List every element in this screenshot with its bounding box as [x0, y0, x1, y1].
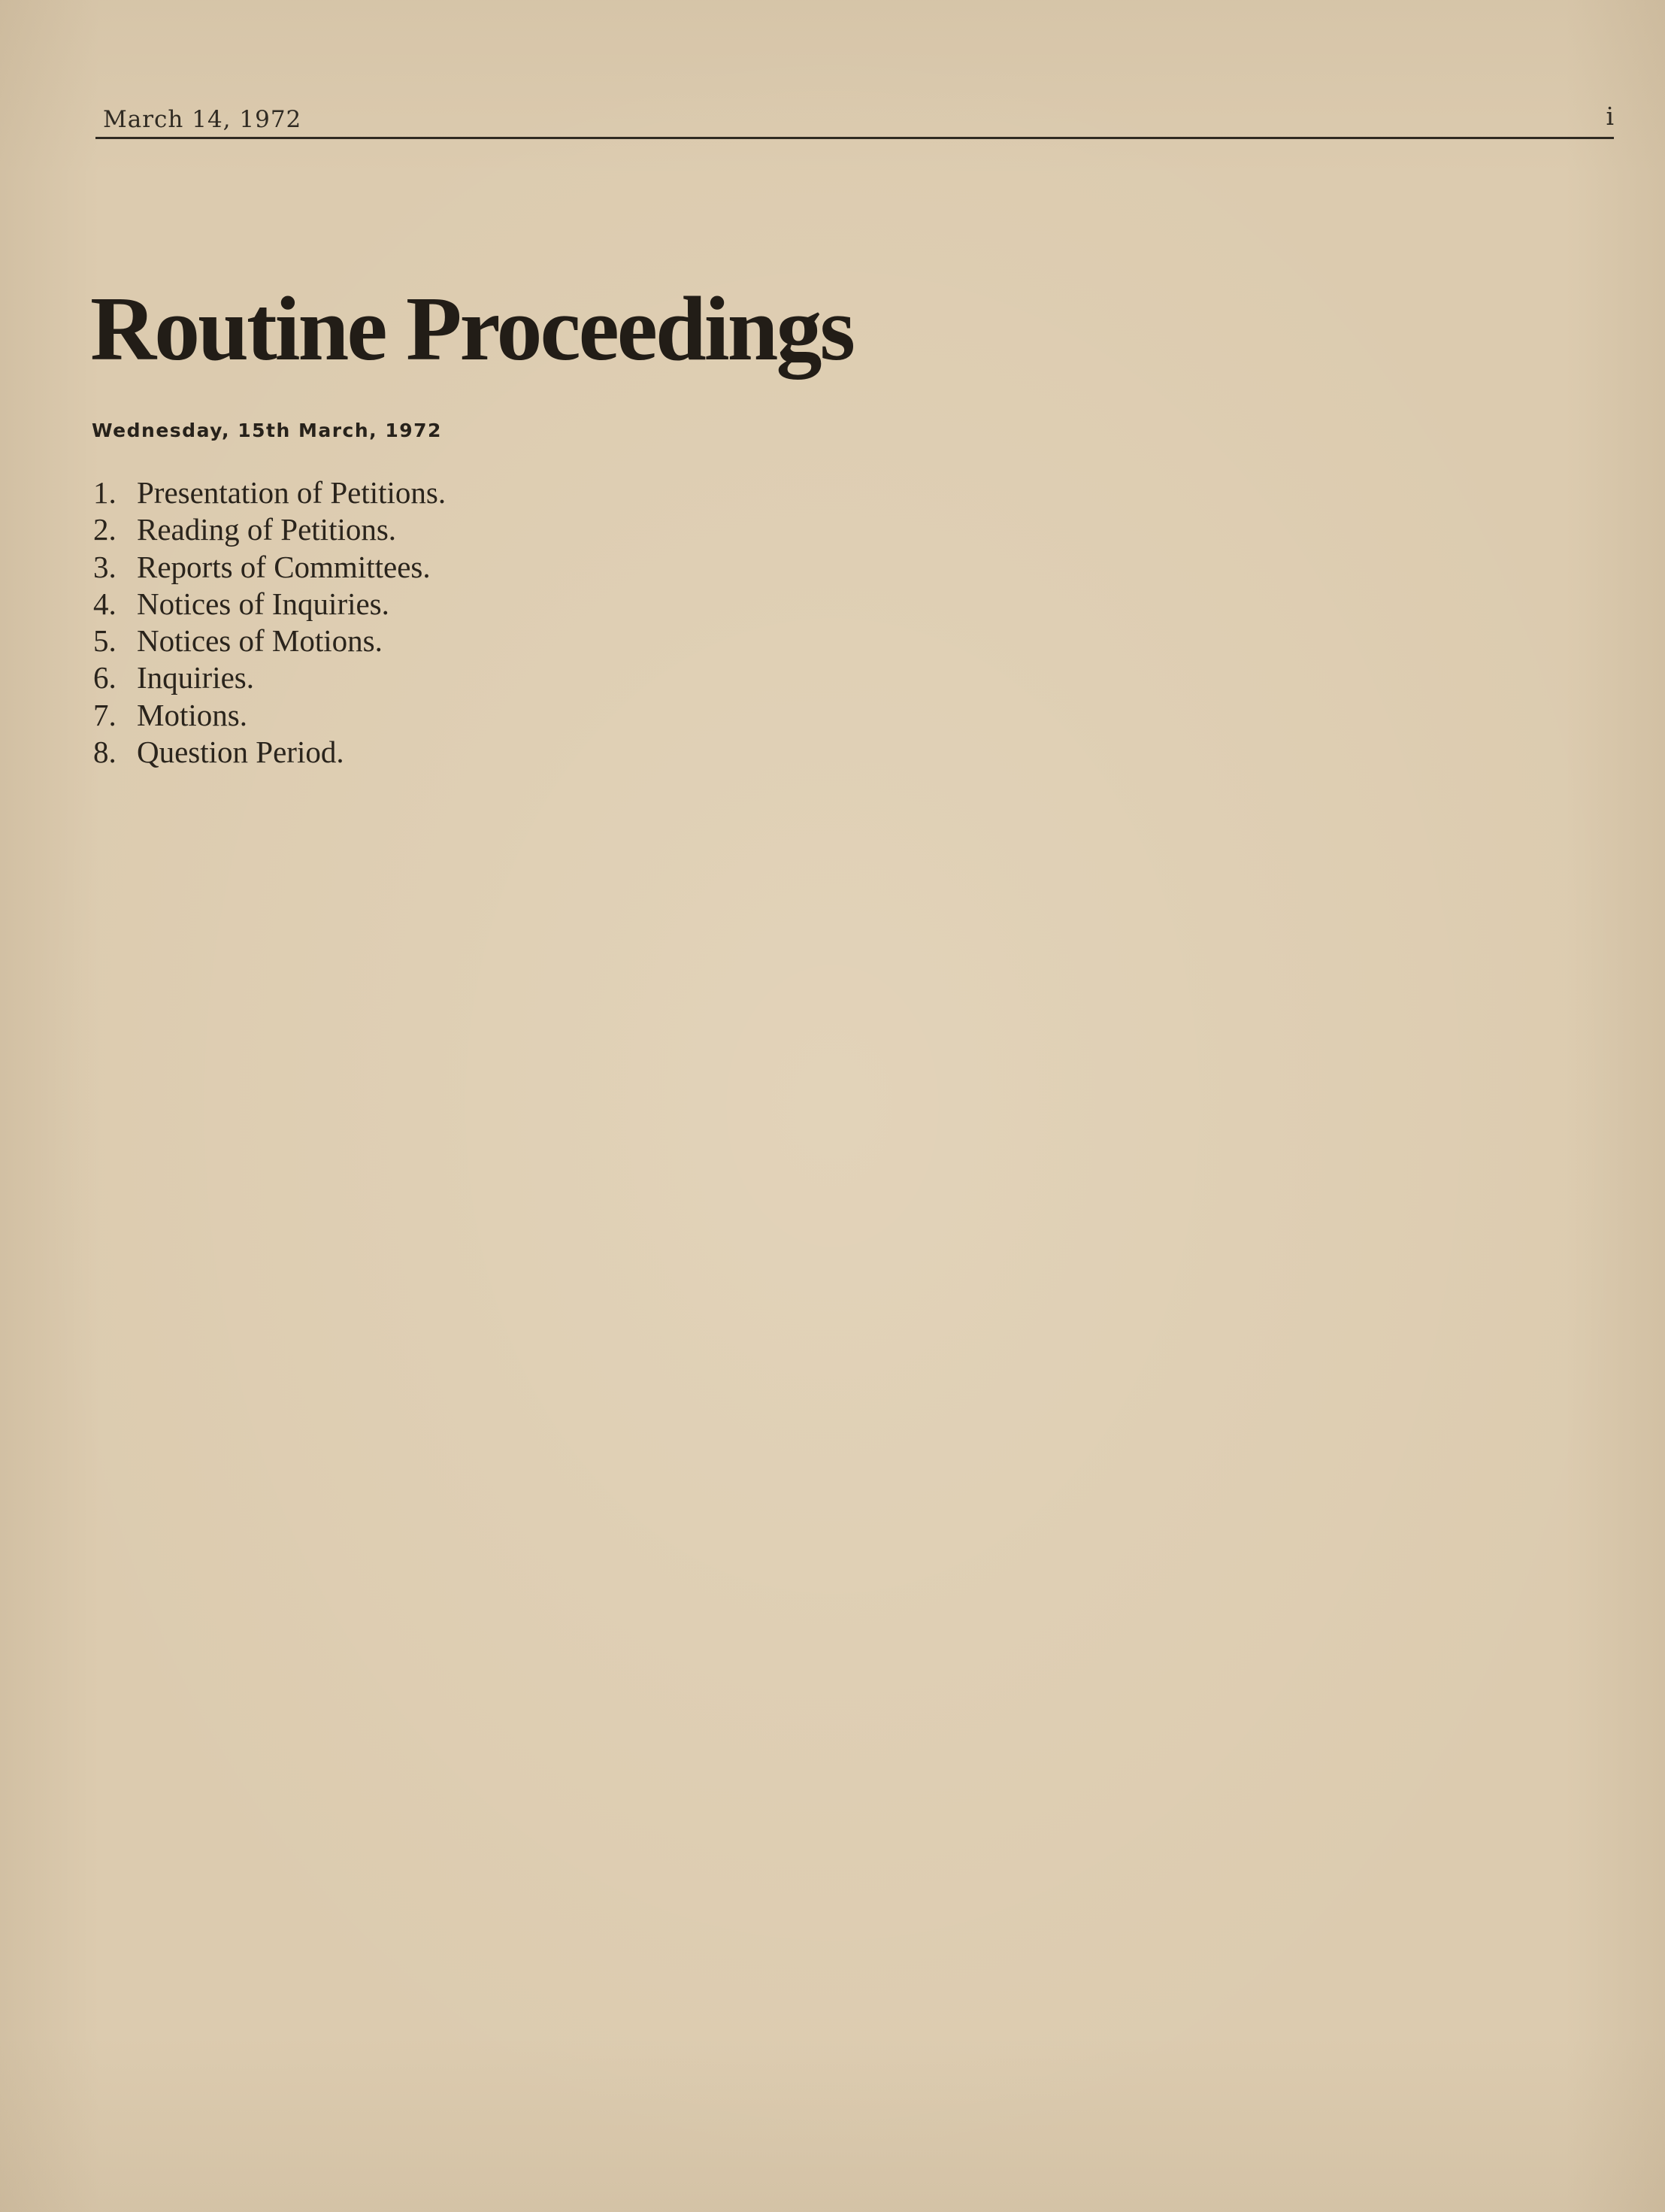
item-text: Inquiries. — [137, 660, 254, 695]
running-head — [95, 102, 1614, 139]
item-number: 4. — [93, 586, 117, 621]
item-number: 8. — [93, 735, 117, 770]
item-number: 3. — [93, 549, 117, 584]
item-number: 5. — [93, 623, 117, 659]
item-text: Reading of Petitions. — [137, 512, 397, 547]
page-title: Routine Proceedings — [90, 278, 853, 380]
item-text: Notices of Motions. — [137, 623, 383, 659]
list-item — [93, 697, 446, 734]
list-item — [93, 511, 446, 548]
list-item — [93, 734, 446, 771]
page-number: i — [1606, 102, 1614, 131]
item-number: 1. — [93, 475, 117, 510]
item-number: 2. — [93, 512, 117, 547]
item-text: Reports of Committees. — [137, 549, 431, 584]
list-item — [93, 474, 446, 511]
item-number: 6. — [93, 660, 117, 695]
list-item — [93, 623, 446, 659]
item-text: Motions. — [137, 697, 247, 732]
list-item — [93, 586, 446, 623]
running-head-date: March 14, 1972 — [103, 106, 302, 133]
list-item — [93, 549, 446, 586]
item-text: Question Period. — [137, 735, 344, 770]
list-item — [93, 659, 446, 696]
order-of-business-list — [93, 474, 446, 771]
item-number: 7. — [93, 697, 117, 732]
item-text: Presentation of Petitions. — [137, 475, 447, 510]
item-text: Notices of Inquiries. — [137, 586, 389, 621]
sitting-date: Wednesday, 15th March, 1972 — [92, 420, 442, 441]
